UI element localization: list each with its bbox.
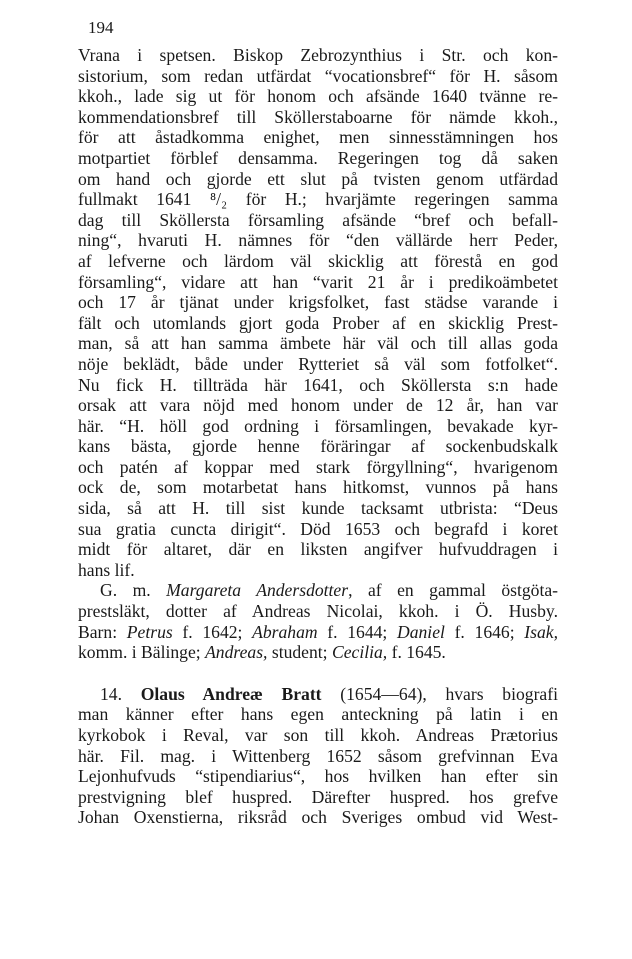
text-line: prestsläkt, dotter af Andreas Nicolai, kkoh. i Ö. Husby. — [78, 601, 558, 622]
text-line: af lefverne och lärdom väl skicklig att förestå en god — [78, 250, 558, 271]
child-name: Petrus — [126, 621, 173, 642]
text-line: fält och utomlands gjort goda Prober af en skicklig Prest- — [78, 312, 558, 333]
text-line: nöje beklädt, både under Rytteriet så väl som fotfolket“. — [78, 353, 558, 374]
text-line: sua gratia cuncta dirigit“. Död 1653 och begrafd i koret — [78, 518, 558, 539]
spouse-name: Margareta Andersdotter — [166, 580, 349, 601]
page-number: 194 — [88, 18, 114, 37]
text-line: och patén af koppar med stark förgyllning“, hvarigenom — [78, 456, 558, 477]
entry-number: 14. — [100, 683, 141, 704]
text-line: ning“, hvaruti H. nämnes för “den vällärde herr Peder, — [78, 230, 558, 251]
text-line: församling“, vidare att han “varit 21 år i predikoämbetet — [78, 271, 558, 292]
text-line: Nu fick H. tillträda här 1641, och Sköllersta s:n hade — [78, 374, 558, 395]
text-line: motpartiet förblef densamma. Regeringen tog då saken — [78, 147, 558, 168]
text-line: och 17 år tjänat under krigsfolket, fast städse varande i — [78, 292, 558, 313]
text-line: om hand och gjorde ett slut på tvisten genom utfärdad — [78, 168, 558, 189]
child-name: Andreas, — [205, 642, 268, 663]
text-line: fullmakt 1641 ⁸/₂ för H.; hvarjämte regeringen samma — [78, 189, 558, 210]
section-gap — [78, 663, 558, 684]
text-line: hans lif. — [78, 559, 135, 580]
text-line: Vrana i spetsen. Biskop Zebrozynthius i Str. och kon- — [78, 45, 558, 65]
text-line: Barn: Petrus f. 1642; Abraham f. 1644; Daniel f. 1646; Isak, — [78, 621, 558, 642]
text-line: sistorium, som redan utfärdat “vocationsbref“ för H. såsom — [78, 65, 558, 86]
entry-14-text — [78, 704, 558, 828]
text-line: G. m. Margareta Andersdotter, af en gammal östgöta- — [100, 580, 558, 601]
body-text — [78, 45, 558, 828]
text-line: för att åstadkomma enighet, men sinnesstämningen hos — [78, 127, 558, 148]
child-name: Cecilia, — [331, 642, 388, 663]
text-line: kkoh., lade sig ut för honom och afsände 1640 tvänne re- — [78, 86, 558, 107]
child-name: Abraham — [252, 621, 318, 642]
text-line: kans bästa, gjorde henne föräringar af sockenbudskalk — [78, 436, 558, 457]
entry-heading-line: 14. Olaus Andreæ Bratt (1654—64), hvars biografi — [100, 683, 558, 704]
text-line: kyrkobok i Reval, var son till kkoh. Andreas Prætorius — [78, 725, 558, 745]
text-line: midt för altaret, där en liksten angifver hufvuddragen i — [78, 539, 558, 560]
text-line: prestvigning blef huspred. Därefter huspred. hos grefve — [78, 786, 558, 807]
text-line: man känner efter hans egen anteckning på latin i en — [78, 704, 558, 725]
text-line: sida, så att H. till sist kunde tacksamt utbrista: “Deus — [78, 498, 558, 519]
text-line: dag till Sköllersta församling afsände “bref och befall- — [78, 209, 558, 230]
text-line: här. “H. höll god ordning i församlingen, bevakade kyr- — [78, 415, 558, 436]
text-line: ock de, som motarbetat hans hitkomst, vunnos på hans — [78, 477, 558, 498]
text-line: man, så att han samma ämbete här väl och till allas goda — [78, 333, 558, 354]
text-line: Johan Oxenstierna, riksråd och Sveriges ombud vid West- — [78, 807, 558, 828]
text-line: kommendationsbref till Sköllerstaboarne för nämde kkoh., — [78, 106, 558, 127]
text-line: här. Fil. mag. i Wittenberg 1652 såsom grefvinnan Eva — [78, 745, 558, 766]
text-line: komm. i Bälinge; Andreas, student; Cecilia, f. 1645. — [78, 642, 446, 663]
paragraph-biography-continued — [78, 45, 558, 580]
child-name: Isak, — [524, 621, 558, 642]
entry-name: Olaus Andreæ Bratt — [140, 683, 322, 704]
child-name: Daniel — [397, 621, 445, 642]
text-line: Lejonhufvuds “stipendiarius“, hos hvilken han efter sin — [78, 766, 558, 787]
text-line: orsak att vara nöjd med honom under de 12 år, han var — [78, 395, 558, 416]
